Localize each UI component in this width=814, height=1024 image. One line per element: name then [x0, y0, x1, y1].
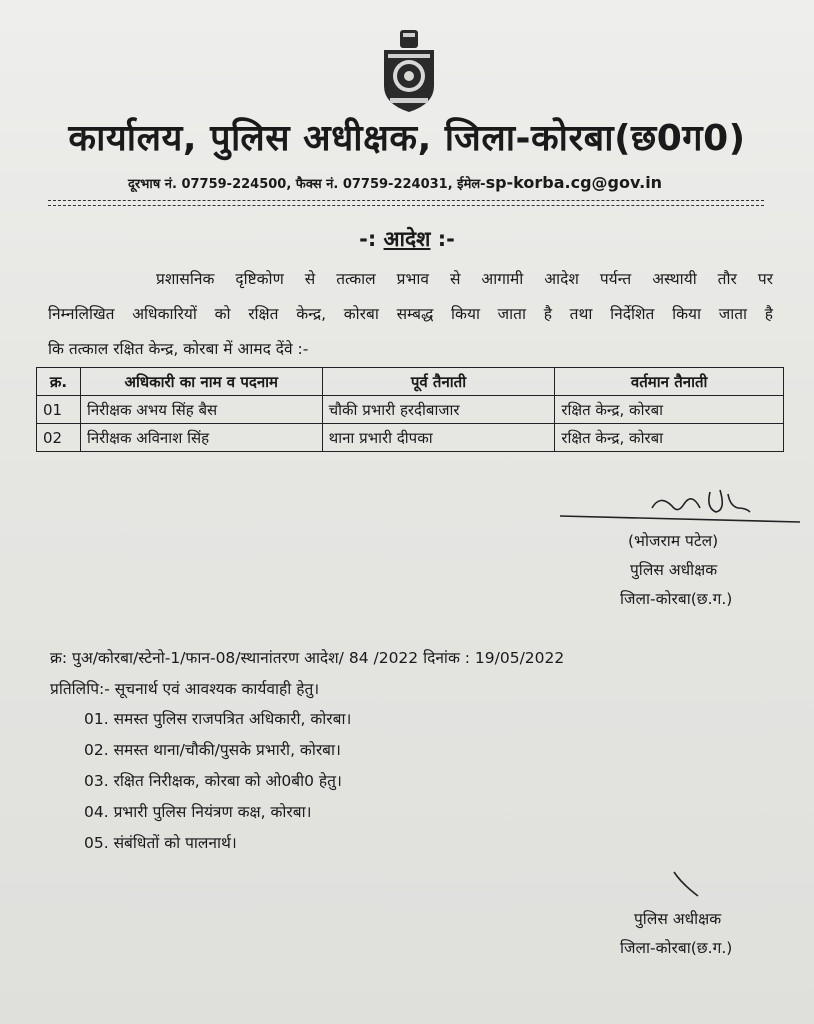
- footer-district: जिला-कोरबा(छ.ग.): [620, 939, 733, 957]
- col-header-previous-posting: पूर्व तैनाती: [322, 368, 555, 396]
- copy-to-line: प्रतिलिपि:- सूचनार्थ एवं आवश्यक कार्यवाही हेतु।: [50, 680, 320, 698]
- col-header-officer: अधिकारी का नाम व पदनाम: [80, 368, 322, 396]
- copy-list: [84, 704, 351, 859]
- contact-line: [128, 173, 662, 192]
- table-header-row: [37, 368, 784, 396]
- signatory-name: (भोजराम पटेल): [628, 532, 719, 550]
- order-heading-text: आदेश: [383, 227, 431, 251]
- col-header-serial: क्र.: [37, 368, 81, 396]
- police-emblem-icon: [374, 28, 444, 114]
- list-item: 03. रक्षित निरीक्षक, कोरबा को ओ0बी0 हेतु।: [84, 772, 342, 790]
- footer-signatory-block: [620, 905, 733, 963]
- office-title: कार्यालय, पुलिस अधीक्षक, जिला-कोरबा(छ0ग0): [68, 118, 746, 159]
- order-heading: [0, 225, 814, 253]
- signatory-designation: पुलिस अधीक्षक: [630, 561, 718, 579]
- cell-officer: निरीक्षक अभय सिंह बैस: [80, 396, 322, 424]
- order-heading-suffix: :-: [437, 227, 455, 251]
- footer-designation: पुलिस अधीक्षक: [634, 910, 722, 928]
- cell-current-posting: रक्षित केन्द्र, कोरबा: [555, 396, 784, 424]
- body-line: प्रशासनिक दृष्टिकोण से तत्काल प्रभाव से आगामी आदेश पर्यन्त अस्थायी तौर पर: [156, 270, 773, 288]
- reference-line: क्र: पुअ/कोरबा/स्टेनो-1/फान-08/स्थानांतरण आदेश/ 84 /2022 दिनांक : 19/05/2022: [50, 649, 565, 667]
- table-row: [37, 396, 784, 424]
- contact-phone-fax: दूरभाष नं. 07759-224500, फैक्स नं. 07759-224031, ईमेल-: [128, 177, 486, 192]
- contact-email: sp-korba.cg@gov.in: [485, 173, 663, 192]
- cell-officer: निरीक्षक अविनाश सिंह: [80, 424, 322, 452]
- initial-mark: [672, 870, 702, 900]
- cell-current-posting: रक्षित केन्द्र, कोरबा: [555, 424, 784, 452]
- list-item: 05. संबंधितों को पालनार्थ।: [84, 834, 237, 852]
- cell-previous-posting: थाना प्रभारी दीपका: [322, 424, 555, 452]
- header-divider-2: [48, 205, 764, 206]
- body-line: कि तत्काल रक्षित केन्द्र, कोरबा में आमद देंवे :-: [48, 340, 309, 358]
- header-divider: [48, 200, 764, 201]
- cell-previous-posting: चौकी प्रभारी हरदीबाजार: [322, 396, 555, 424]
- cell-serial: 02: [37, 424, 81, 452]
- order-body: [48, 262, 773, 367]
- cell-serial: 01: [37, 396, 81, 424]
- table-row: [37, 424, 784, 452]
- body-line: निम्नलिखित अधिकारियों को रक्षित केन्द्र, कोरबा सम्बद्ध किया जाता है तथा निर्देशित किया जाता है: [48, 305, 773, 323]
- list-item: 01. समस्त पुलिस राजपत्रित अधिकारी, कोरबा।: [84, 710, 352, 728]
- list-item: 04. प्रभारी पुलिस नियंत्रण कक्ष, कोरबा।: [84, 803, 312, 821]
- signatory-district: जिला-कोरबा(छ.ग.): [620, 590, 733, 608]
- col-header-current-posting: वर्तमान तैनाती: [555, 368, 784, 396]
- signatory-block: [620, 527, 733, 614]
- officers-table: [36, 367, 784, 452]
- order-heading-prefix: -:: [359, 227, 377, 251]
- list-item: 02. समस्त थाना/चौकी/पुसके प्रभारी, कोरबा।: [84, 741, 341, 759]
